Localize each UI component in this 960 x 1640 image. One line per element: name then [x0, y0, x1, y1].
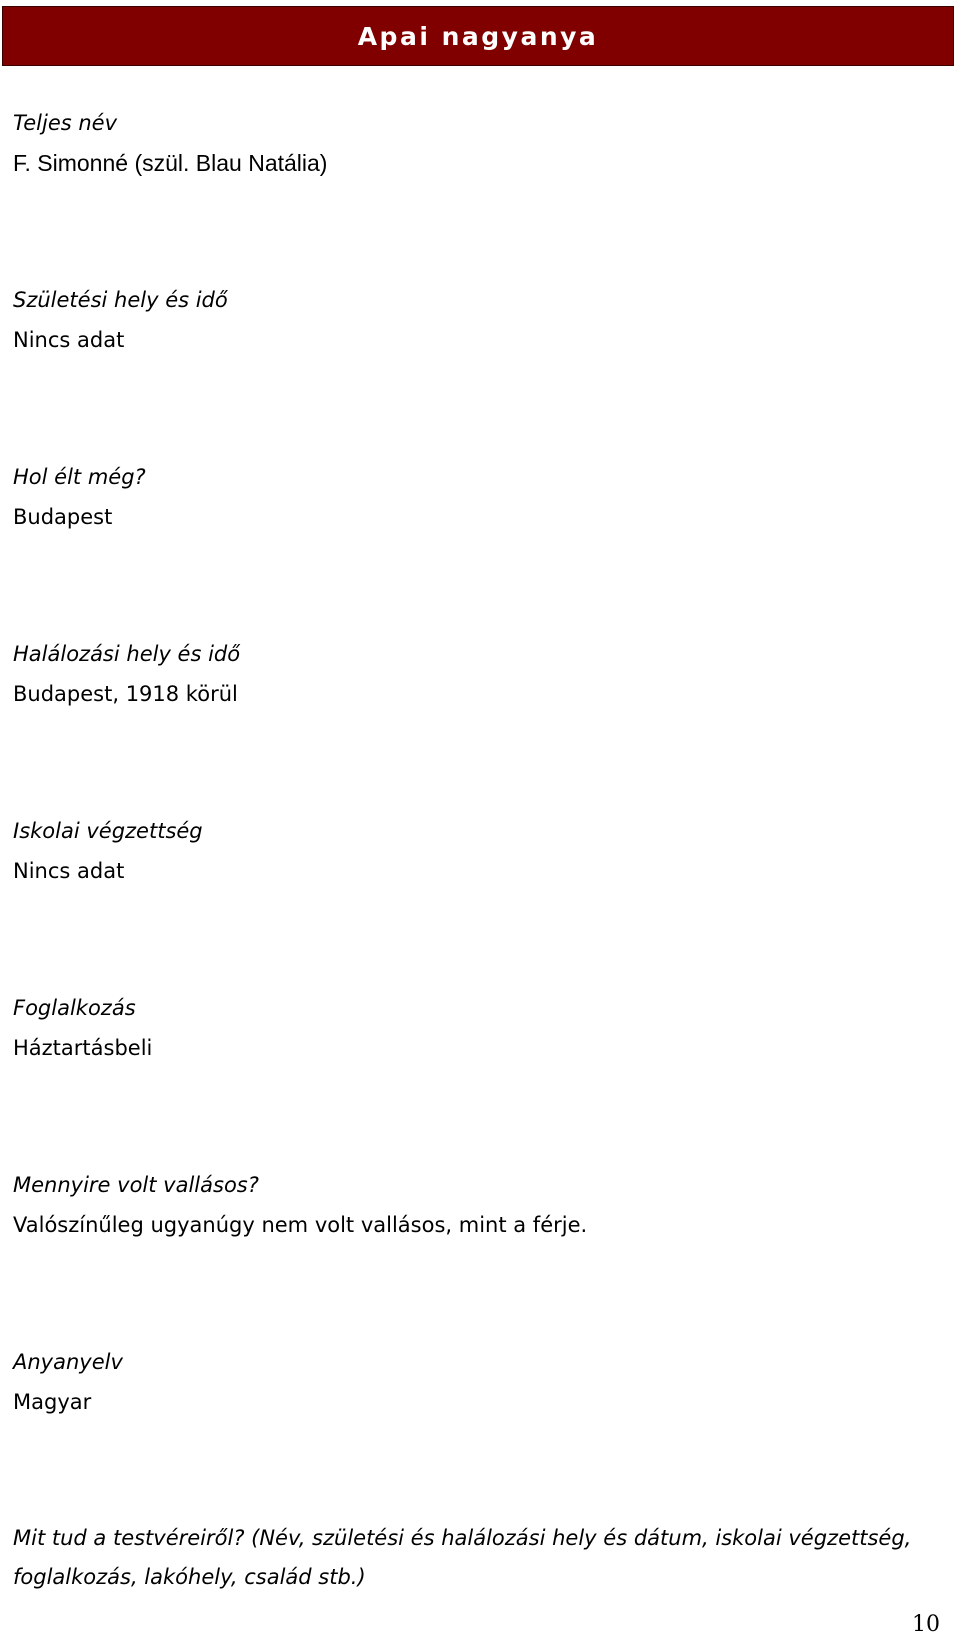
field-label: Halálozási hely és idő	[13, 642, 241, 666]
page-number: 10	[912, 1612, 940, 1637]
field-value: Háztartásbeli	[13, 1036, 153, 1060]
field-value: Budapest, 1918 körül	[13, 682, 238, 706]
field-label: Iskolai végzettség	[13, 819, 203, 843]
field-death-place-date	[13, 634, 943, 714]
field-value: Budapest	[13, 505, 113, 529]
field-label: Születési hely és idő	[13, 288, 228, 312]
field-other-residence	[13, 457, 943, 537]
field-value: Nincs adat	[13, 328, 125, 352]
section-title-bar	[2, 6, 954, 66]
field-occupation	[13, 988, 943, 1068]
field-birth-place-date	[13, 280, 943, 360]
field-label: Hol élt még?	[13, 465, 146, 489]
field-label: Anyanyelv	[13, 1350, 123, 1374]
field-native-language	[13, 1342, 943, 1422]
field-value: F. Simonné (szül. Blau Natália)	[13, 150, 328, 176]
field-value: Magyar	[13, 1390, 92, 1414]
field-value: Valószínűleg ugyanúgy nem volt vallásos, mint a férje.	[13, 1213, 588, 1237]
field-label: Mennyire volt vallásos?	[13, 1173, 259, 1197]
field-label: Foglalkozás	[13, 996, 136, 1020]
field-full-name	[13, 103, 943, 183]
field-value: Nincs adat	[13, 859, 125, 883]
field-education	[13, 811, 943, 891]
field-religiousness	[13, 1165, 943, 1245]
field-label: Teljes név	[13, 111, 118, 135]
section-title: Apai nagyanya	[357, 21, 599, 51]
siblings-question: Mit tud a testvéreiről? (Név, születési és halálozási hely és dátum, iskolai végzettség, foglalkozás, lakóhely, család stb.)	[13, 1526, 912, 1589]
